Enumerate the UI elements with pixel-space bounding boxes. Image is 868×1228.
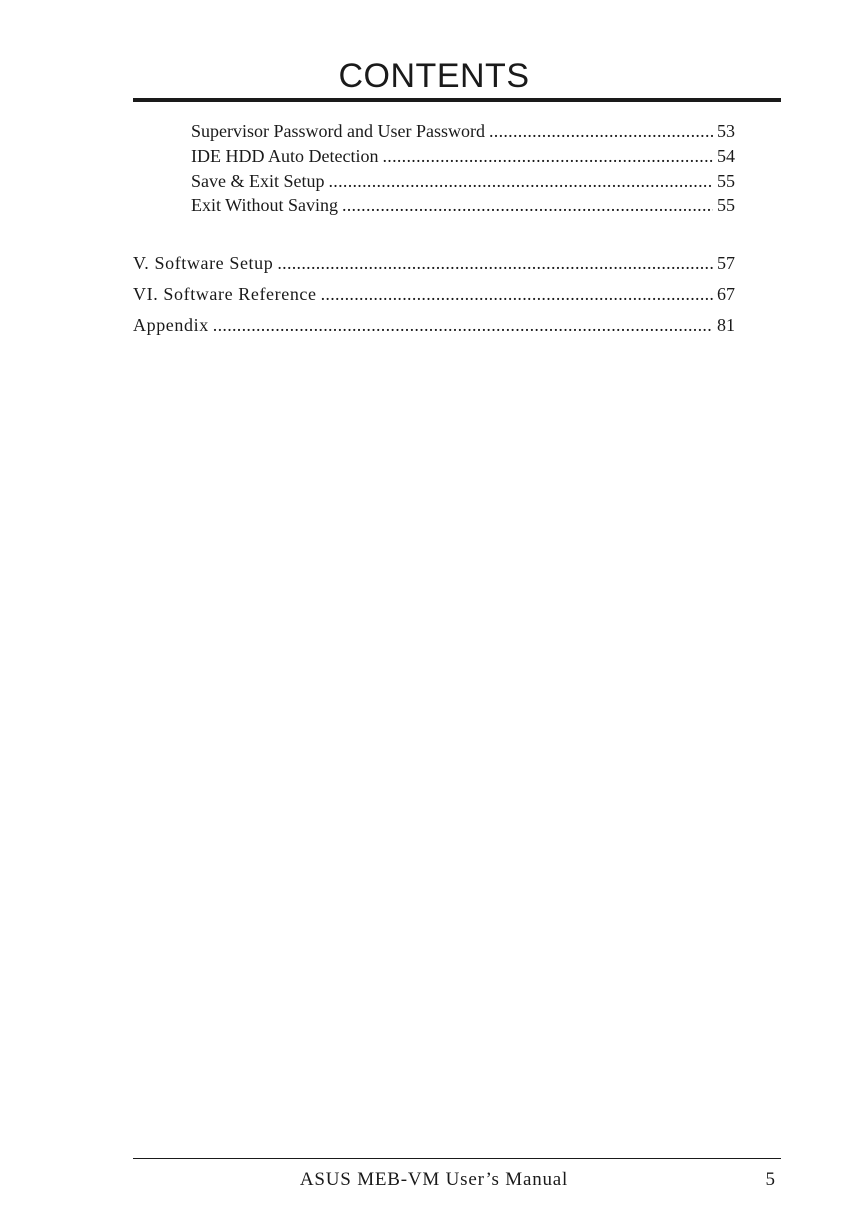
- toc-entry-label: Supervisor Password and User Password: [191, 121, 485, 141]
- toc-entry-page: 67: [717, 284, 735, 304]
- toc-entry-label: Exit Without Saving: [191, 195, 338, 215]
- toc-entry-appendix[interactable]: [133, 314, 735, 336]
- toc-leader-dots: [342, 194, 713, 216]
- title-divider: [133, 98, 781, 102]
- toc-leader-dots: [277, 252, 713, 274]
- toc-leader-dots: [382, 145, 713, 167]
- toc-leader-dots: [489, 120, 713, 142]
- toc-entry-label: Save & Exit Setup: [191, 171, 325, 191]
- toc-entry-software-setup[interactable]: [133, 252, 735, 274]
- footer-divider: [133, 1158, 781, 1159]
- toc-entry-label: VI. Software Reference: [133, 284, 317, 304]
- toc-entry-page: 55: [717, 195, 735, 215]
- toc-leader-dots: [329, 170, 714, 192]
- toc-entry-software-reference[interactable]: [133, 283, 735, 305]
- toc-entry-page: 54: [717, 146, 735, 166]
- toc-entry-page: 55: [717, 171, 735, 191]
- toc-entry-page: 81: [717, 315, 735, 335]
- toc-entry-label: IDE HDD Auto Detection: [191, 146, 379, 166]
- page-title: CONTENTS: [338, 57, 530, 95]
- footer-page-number: 5: [765, 1169, 775, 1190]
- toc-entry-page: 57: [717, 253, 735, 273]
- footer-manual-title: ASUS MEB-VM User’s Manual: [299, 1169, 569, 1190]
- toc-entry-label: Appendix: [133, 315, 209, 335]
- toc-entry-save-exit-setup[interactable]: [191, 170, 735, 192]
- toc-entry-label: V. Software Setup: [133, 253, 274, 273]
- toc-leader-dots: [213, 314, 713, 336]
- toc-entry-ide-hdd-auto-detection[interactable]: [191, 145, 735, 167]
- toc-entry-supervisor-password[interactable]: [191, 120, 735, 142]
- toc-entry-page: 53: [717, 121, 735, 141]
- toc-leader-dots: [321, 283, 713, 305]
- toc-entry-exit-without-saving[interactable]: [191, 194, 735, 216]
